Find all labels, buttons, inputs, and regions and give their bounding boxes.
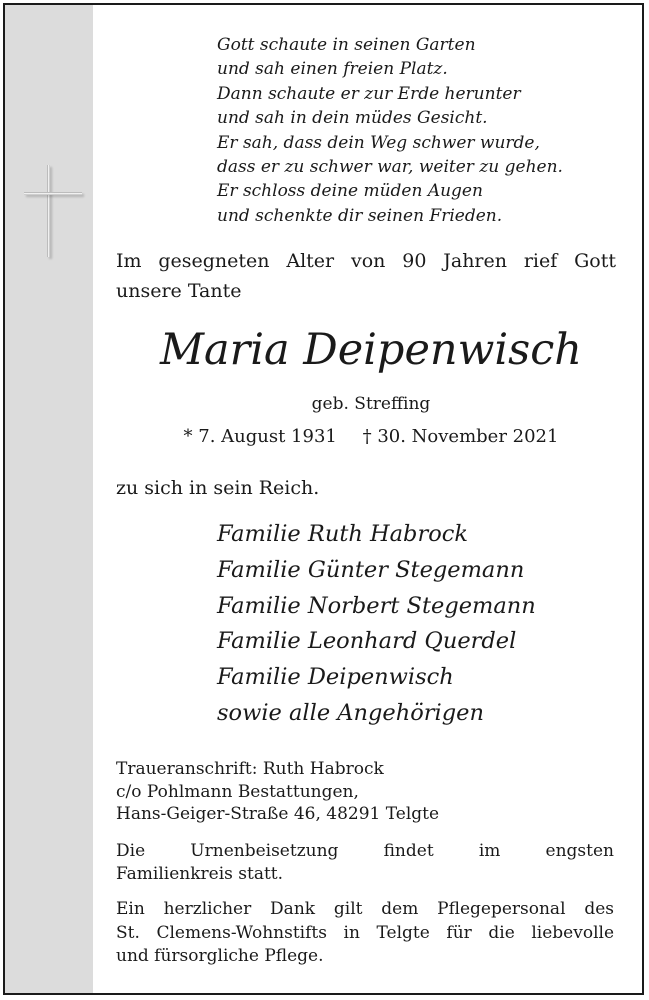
deceased-name: Maria Deipenwisch [159,325,583,375]
address-line: Traueranschrift: Ruth Habrock [116,759,384,779]
intro-text [116,246,616,306]
death-date: † 30. November 2021 [362,426,559,447]
mourner-family: Familie Ruth Habrock [217,521,468,547]
poem-line: Er sah, dass dein Weg schwer wurde, [217,132,540,153]
poem-line: dass er zu schwer war, weiter zu gehen. [217,157,563,178]
poem [217,33,617,228]
thanks-line: und fürsorgliche Pflege. [116,946,324,966]
mourner-family: Familie Leonhard Querdel [217,628,517,655]
mourner-family: Familie Deipenwisch [217,664,454,691]
mourner-family: Familie Norbert Stegemann [217,592,536,619]
thanks-notice [116,898,614,969]
intro-line: Im gesegneten Alter von 90 Jahren rief Gott [116,250,616,272]
thanks-line: St. Clemens-Wohnstifts in Telgte für die liebevolle [116,922,614,943]
birth-date: * 7. August 1931 [183,426,337,447]
poem-line: Dann schaute er zur Erde herunter [217,83,521,104]
address-line: c/o Pohlmann Bestattungen, [116,781,359,802]
address-line: Hans-Geiger-Straße 46, 48291 Telgte [116,804,440,824]
mourner-family: Familie Günter Stegemann [217,556,525,583]
birth-name: geb. Streffing [311,394,431,414]
mourner-family: sowie alle Angehörigen [217,699,484,726]
thanks-line: Ein herzlicher Dank gilt dem Pflegepersonal des [116,899,614,919]
mourners-list [217,517,637,732]
burial-notice [116,840,614,886]
burial-line: Familienkreis statt. [116,864,284,884]
mourning-address [116,758,616,826]
intro-line: unsere Tante [116,280,242,302]
closing-line: zu sich in sein Reich. [116,477,320,499]
poem-line: und sah einen freien Platz. [217,59,448,80]
poem-line: Er schloss deine müden Augen [217,181,483,202]
poem-line: und sah in dein müdes Gesicht. [217,108,488,129]
poem-line: Gott schaute in seinen Garten [217,35,476,55]
poem-line: und schenkte dir seinen Frieden. [217,205,503,226]
burial-line: Die Urnenbeisetzung findet im engsten [116,841,614,861]
life-dates [0,424,649,450]
